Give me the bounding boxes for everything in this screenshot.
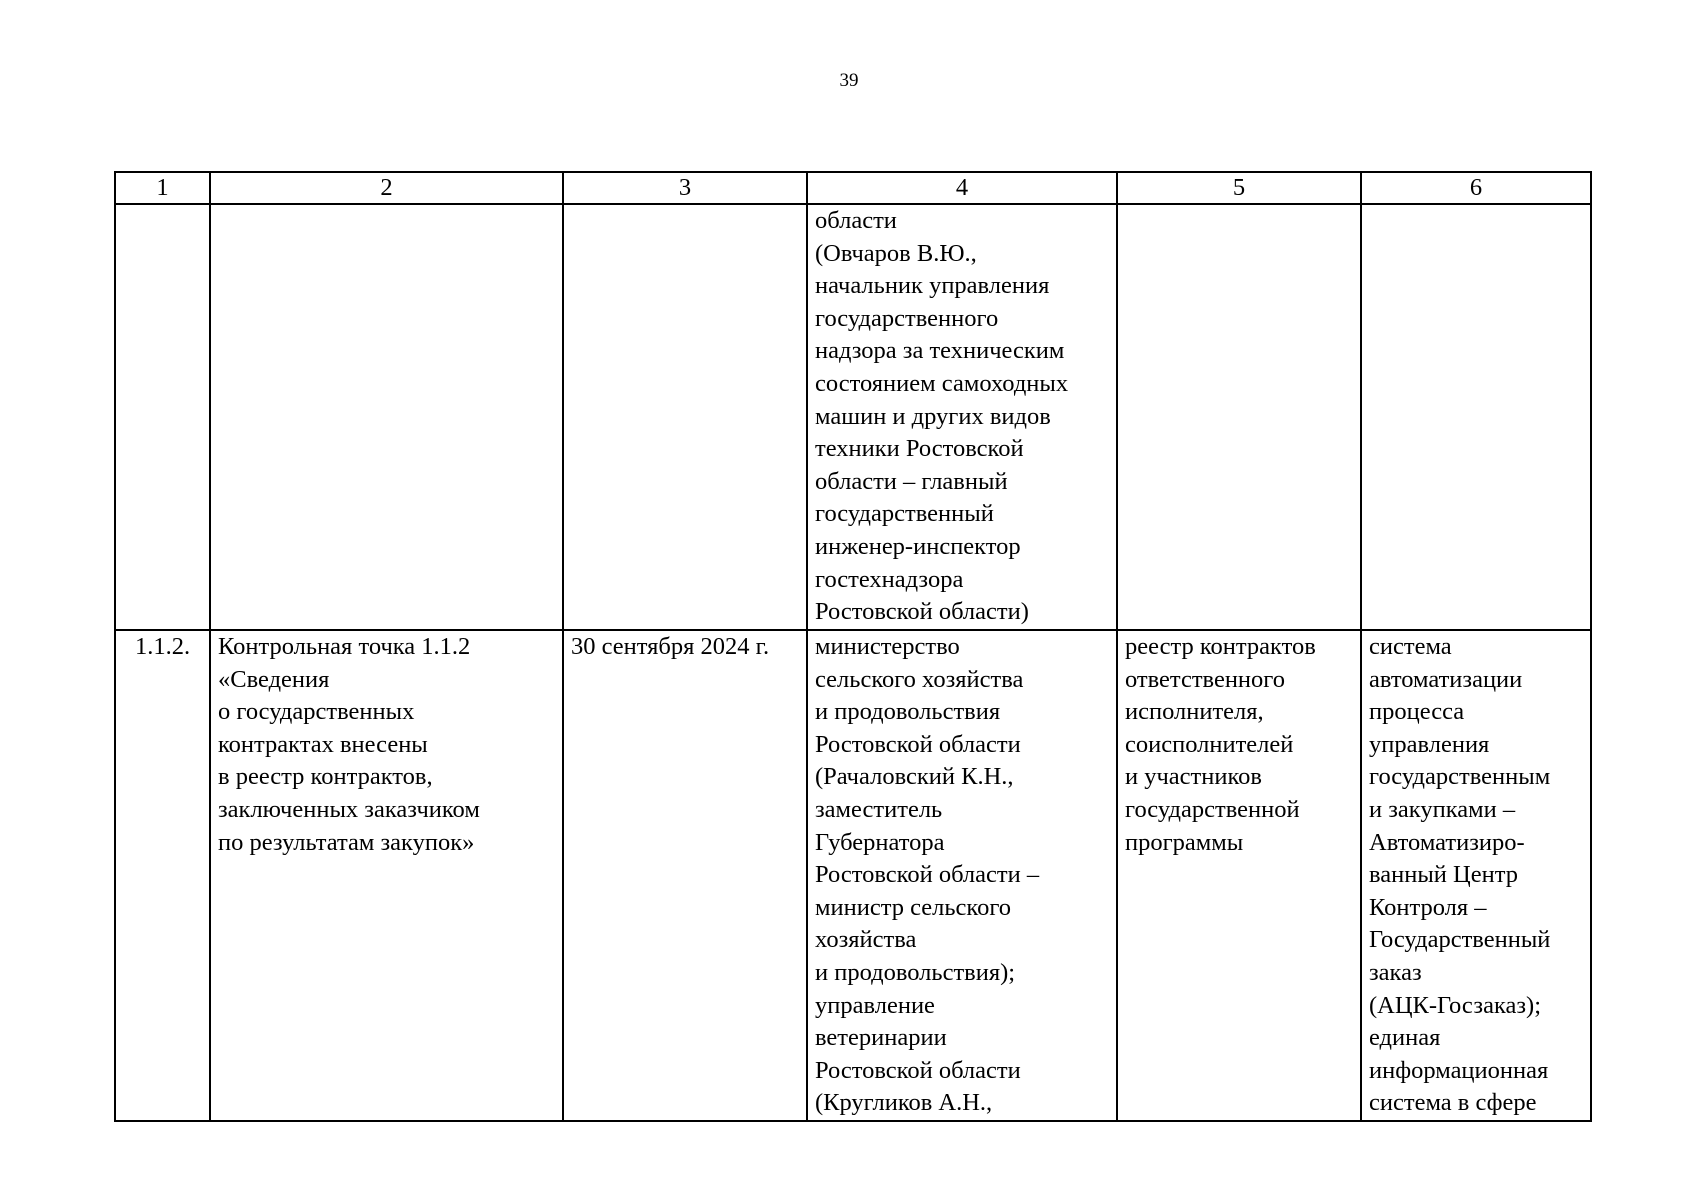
column-header: 3: [563, 172, 807, 204]
column-header: 1: [115, 172, 210, 204]
page-number: 39: [839, 70, 859, 91]
table-header-row: [115, 172, 1591, 204]
column-header: 5: [1117, 172, 1361, 204]
date-cell: 30 сентября 2024 г.: [563, 630, 807, 1121]
column-header: 6: [1361, 172, 1591, 204]
table-row: [115, 204, 1591, 630]
responsible-cell: области (Овчаров В.Ю., начальник управления государственного надзора за техническим состоянием самоходных машин и других видов техники Ростовской области – главный государственный инженер-инспектор гостехнадзора Ростовской области): [807, 204, 1117, 630]
description-cell: [210, 204, 563, 630]
document-type-cell: реестр контрактов ответственного исполнителя, соисполнителей и участников государственной программы: [1117, 630, 1361, 1121]
date-cell: [563, 204, 807, 630]
responsible-cell: министерство сельского хозяйства и продовольствия Ростовской области (Рачаловский К.Н., заместитель Губернатора Ростовской области – министр сельского хозяйства и продовольствия); управление ветеринарии Ростовской области (Кругликов А.Н.,: [807, 630, 1117, 1121]
table-row: [115, 630, 1591, 1121]
column-header: 2: [210, 172, 563, 204]
information-system-cell: [1361, 204, 1591, 630]
information-system-cell: система автоматизации процесса управления государственным и закупками – Автоматизиро- ванный Центр Контроля – Государственный заказ (АЦК-Госзаказ); единая информационная система в сфере: [1361, 630, 1591, 1121]
column-header: 4: [807, 172, 1117, 204]
row-number-cell: [115, 204, 210, 630]
document-table: [114, 171, 1592, 1122]
row-number-cell: 1.1.2.: [115, 630, 210, 1121]
document-type-cell: [1117, 204, 1361, 630]
description-cell: Контрольная точка 1.1.2 «Сведения о государственных контрактах внесены в реестр контрактов, заключенных заказчиком по результатам закупок»: [210, 630, 563, 1121]
